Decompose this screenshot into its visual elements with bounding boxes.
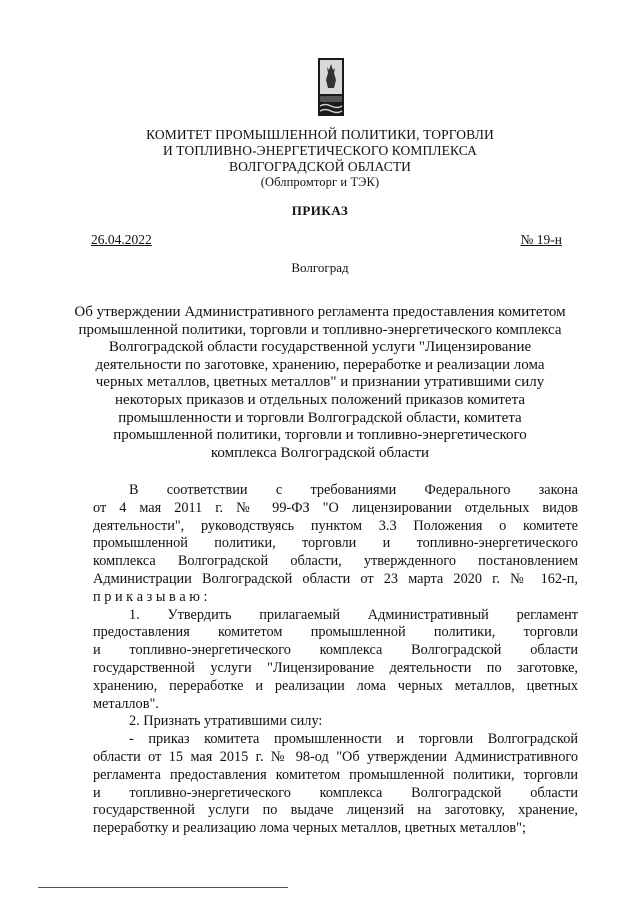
body-line: 1. Утвердить прилагаемый Административный регламент: [129, 606, 578, 623]
subject-line: Волгоградской области государственной услуги "Лицензирование: [108, 339, 532, 356]
body-line: В соответствии с требованиями Федерального закона: [129, 482, 578, 498]
footer-divider: [38, 887, 288, 888]
body-line: от 4 мая 2011 г. № 99-ФЗ "О лицензировании отдельных видов: [93, 499, 578, 516]
body-line: предоставления комитетом промышленной политики, торговли: [93, 624, 578, 641]
document-body: [93, 482, 578, 838]
subject-line: черных металлов, цветных металлов" и признании утратившими силу: [95, 374, 545, 391]
body-line: - приказ комитета промышленности и торговли Волгоградской: [129, 731, 578, 748]
body-line: государственной услуги по выдаче лицензий на заготовку, хранение,: [93, 802, 578, 819]
body-line: деятельности", руководствуясь пунктом 3.3 Положения о комитете: [93, 517, 578, 534]
body-line: и топливно-энергетического комплекса Волгоградской области: [93, 642, 578, 659]
volgograd-emblem-icon: [318, 58, 344, 116]
body-line: металлов".: [93, 695, 159, 712]
subject-line: промышленности и торговли Волгоградской области, комитета: [118, 409, 522, 426]
org-abbreviation: (Облпромторг и ТЭК): [260, 175, 380, 189]
subject-line: деятельности по заготовке, хранению, переработке и реализации лома: [95, 356, 545, 373]
body-line: 2. Признать утратившими силу:: [129, 713, 323, 730]
org-name-line3: ВОЛГОГРАДСКОЙ ОБЛАСТИ: [228, 159, 412, 174]
document-date: 26.04.2022: [91, 232, 152, 247]
body-line: и топливно-энергетического комплекса Волгоградской области: [93, 784, 578, 801]
document-number: № 19-н: [520, 232, 562, 247]
document-city: Волгоград: [291, 260, 349, 275]
body-line: регламента предоставления комитетом промышленной политики, торговли: [93, 766, 578, 783]
body-line: Администрации Волгоградской области от 23 марта 2020 г. № 162-п,: [93, 570, 578, 587]
body-line: переработку и реализацию лома черных металлов, цветных металлов";: [93, 820, 526, 837]
body-line: области от 15 мая 2015 г. № 98-од "Об утверждении Административного: [93, 748, 578, 765]
body-line: государственной услуги "Лицензирование деятельности по заготовке,: [93, 659, 578, 676]
body-line: п р и к а з ы в а ю :: [93, 588, 208, 605]
subject-line: промышленной политики, торговли и топливно-энергетического комплекса: [78, 321, 562, 338]
org-name-line2: И ТОПЛИВНО-ЭНЕРГЕТИЧЕСКОГО КОМПЛЕКСА: [162, 143, 477, 158]
subject-line: Об утверждении Административного регламента предоставления комитетом: [74, 304, 566, 320]
subject-line: некоторых приказов и отдельных положений приказов комитета: [115, 391, 525, 408]
document-type-title: ПРИКАЗ: [291, 203, 349, 218]
subject-line: промышленной политики, торговли и топливно-энергетического: [113, 427, 527, 444]
body-line: хранению, переработке и реализации лома черных металлов, цветных: [93, 677, 578, 694]
document-subject: [0, 304, 640, 462]
subject-line: комплекса Волгоградской области: [210, 444, 430, 461]
org-name-line1: КОМИТЕТ ПРОМЫШЛЕННОЙ ПОЛИТИКИ, ТОРГОВЛИ: [146, 127, 494, 142]
body-line: промышленной политики, торговли и топливно-энергетического: [93, 535, 578, 552]
body-line: комплекса Волгоградской области, утвержденного постановлением: [93, 553, 578, 570]
